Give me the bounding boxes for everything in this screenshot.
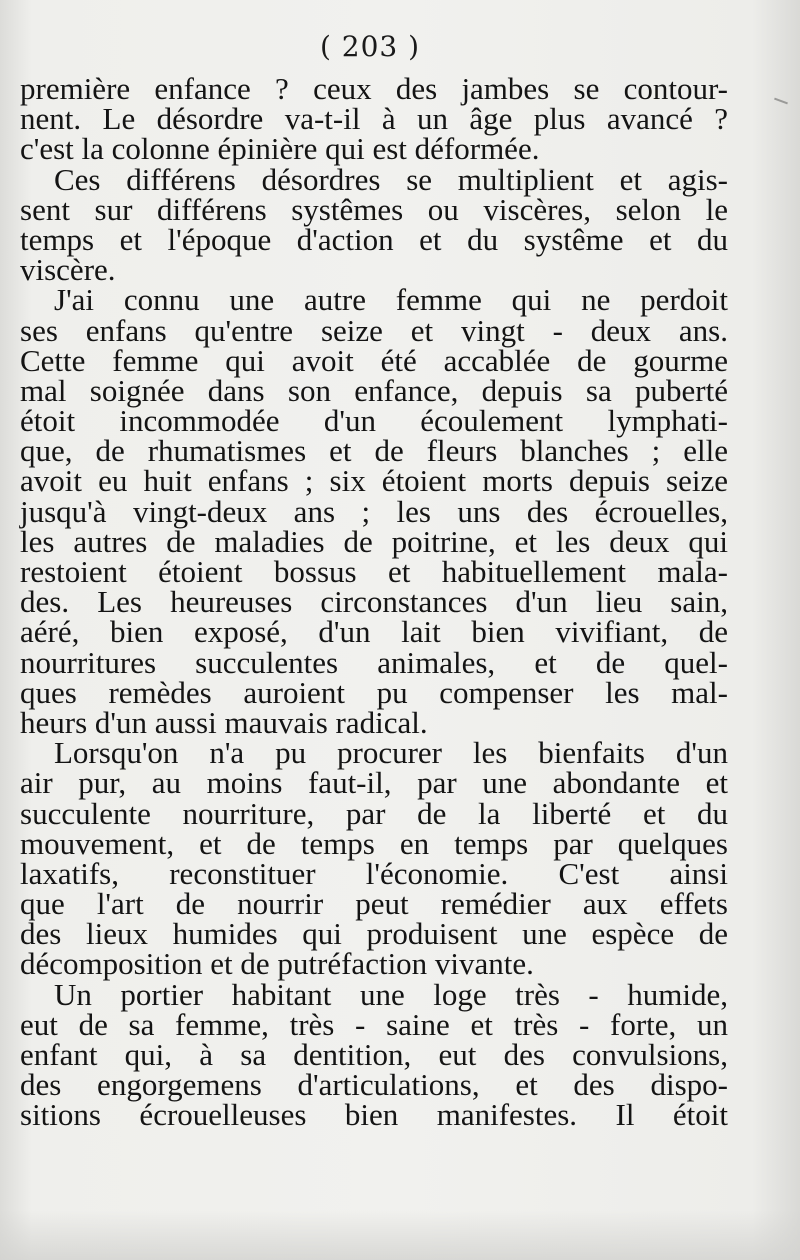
text-line: c'est la colonne épinière qui est déformée. (20, 131, 540, 167)
text-line: que, de rhumatismes et de fleurs blanches ; elle (20, 433, 728, 469)
text-line: sitions écrouelleuses bien manifestes. Il étoit (20, 1097, 728, 1133)
text-line: étoit incommodée d'un écoulement lymphati- (20, 403, 728, 439)
text-line: ses enfans qu'entre seize et vingt - deux ans. (20, 312, 728, 348)
text-line: viscère. (20, 252, 116, 288)
text-line: des. Les heureuses circonstances d'un lieu sain, (20, 584, 728, 620)
body-text (20, 71, 728, 1133)
text-line: air pur, au moins faut-il, par une abondante et (20, 765, 728, 801)
text-line: avoit eu huit enfans ; six étoient morts depuis seize (20, 463, 728, 499)
text-line: première enfance ? ceux des jambes se contour- (20, 71, 728, 106)
text-line: aéré, bien exposé, d'un lait bien vivifiant, de (20, 614, 728, 650)
text-line: Cette femme qui avoit été accablée de gourme (20, 342, 728, 378)
text-line: eut de sa femme, très - saine et très - forte, un (20, 1006, 728, 1042)
text-line: heurs d'un aussi mauvais radical. (20, 704, 428, 740)
text-line: décomposition et de putréfaction vivante. (20, 946, 534, 982)
text-line: nent. Le désordre va-t-il à un âge plus avancé ? (20, 101, 728, 137)
text-line: Lorsqu'on n'a pu procurer les bienfaits d'un (54, 735, 728, 771)
text-line: laxatifs, reconstituer l'économie. C'est ainsi (20, 855, 728, 891)
text-line: des engorgemens d'articulations, et des dispo- (20, 1067, 728, 1103)
text-line: nourritures succulentes animales, et de quel- (20, 644, 728, 680)
text-line: ques remèdes auroient pu compenser les mal- (20, 674, 728, 710)
page-bottom-shadow (0, 1210, 800, 1260)
text-line: des lieux humides qui produisent une espèce de (20, 916, 728, 952)
text-line: restoient étoient bossus et habituellement mala- (20, 554, 728, 589)
text-line: Ces différens désordres se multiplient et agis- (54, 161, 728, 197)
text-line: jusqu'à vingt-deux ans ; les uns des écrouelles, (20, 493, 728, 529)
text-line: Un portier habitant une loge très - humide, (54, 976, 728, 1012)
text-line: sent sur différens systêmes ou viscères, selon le (20, 191, 728, 227)
text-line: les autres de maladies de poitrine, et les deux qui (20, 523, 728, 559)
page-number: ( 203 ) (319, 30, 421, 63)
text-line: que l'art de nourrir peut remédier aux effets (20, 886, 728, 922)
text-line: J'ai connu une autre femme qui ne perdoit (54, 282, 728, 318)
text-line: mouvement, et de temps en temps par quelques (20, 825, 728, 861)
text-line: temps et l'époque d'action et du systême et du (20, 221, 728, 257)
text-line: succulente nourriture, par de la liberté et du (20, 795, 728, 831)
text-line: mal soignée dans son enfance, depuis sa puberté (20, 372, 728, 408)
ink-mark (774, 98, 788, 105)
text-line: enfant qui, à sa dentition, eut des convulsions, (20, 1037, 728, 1072)
